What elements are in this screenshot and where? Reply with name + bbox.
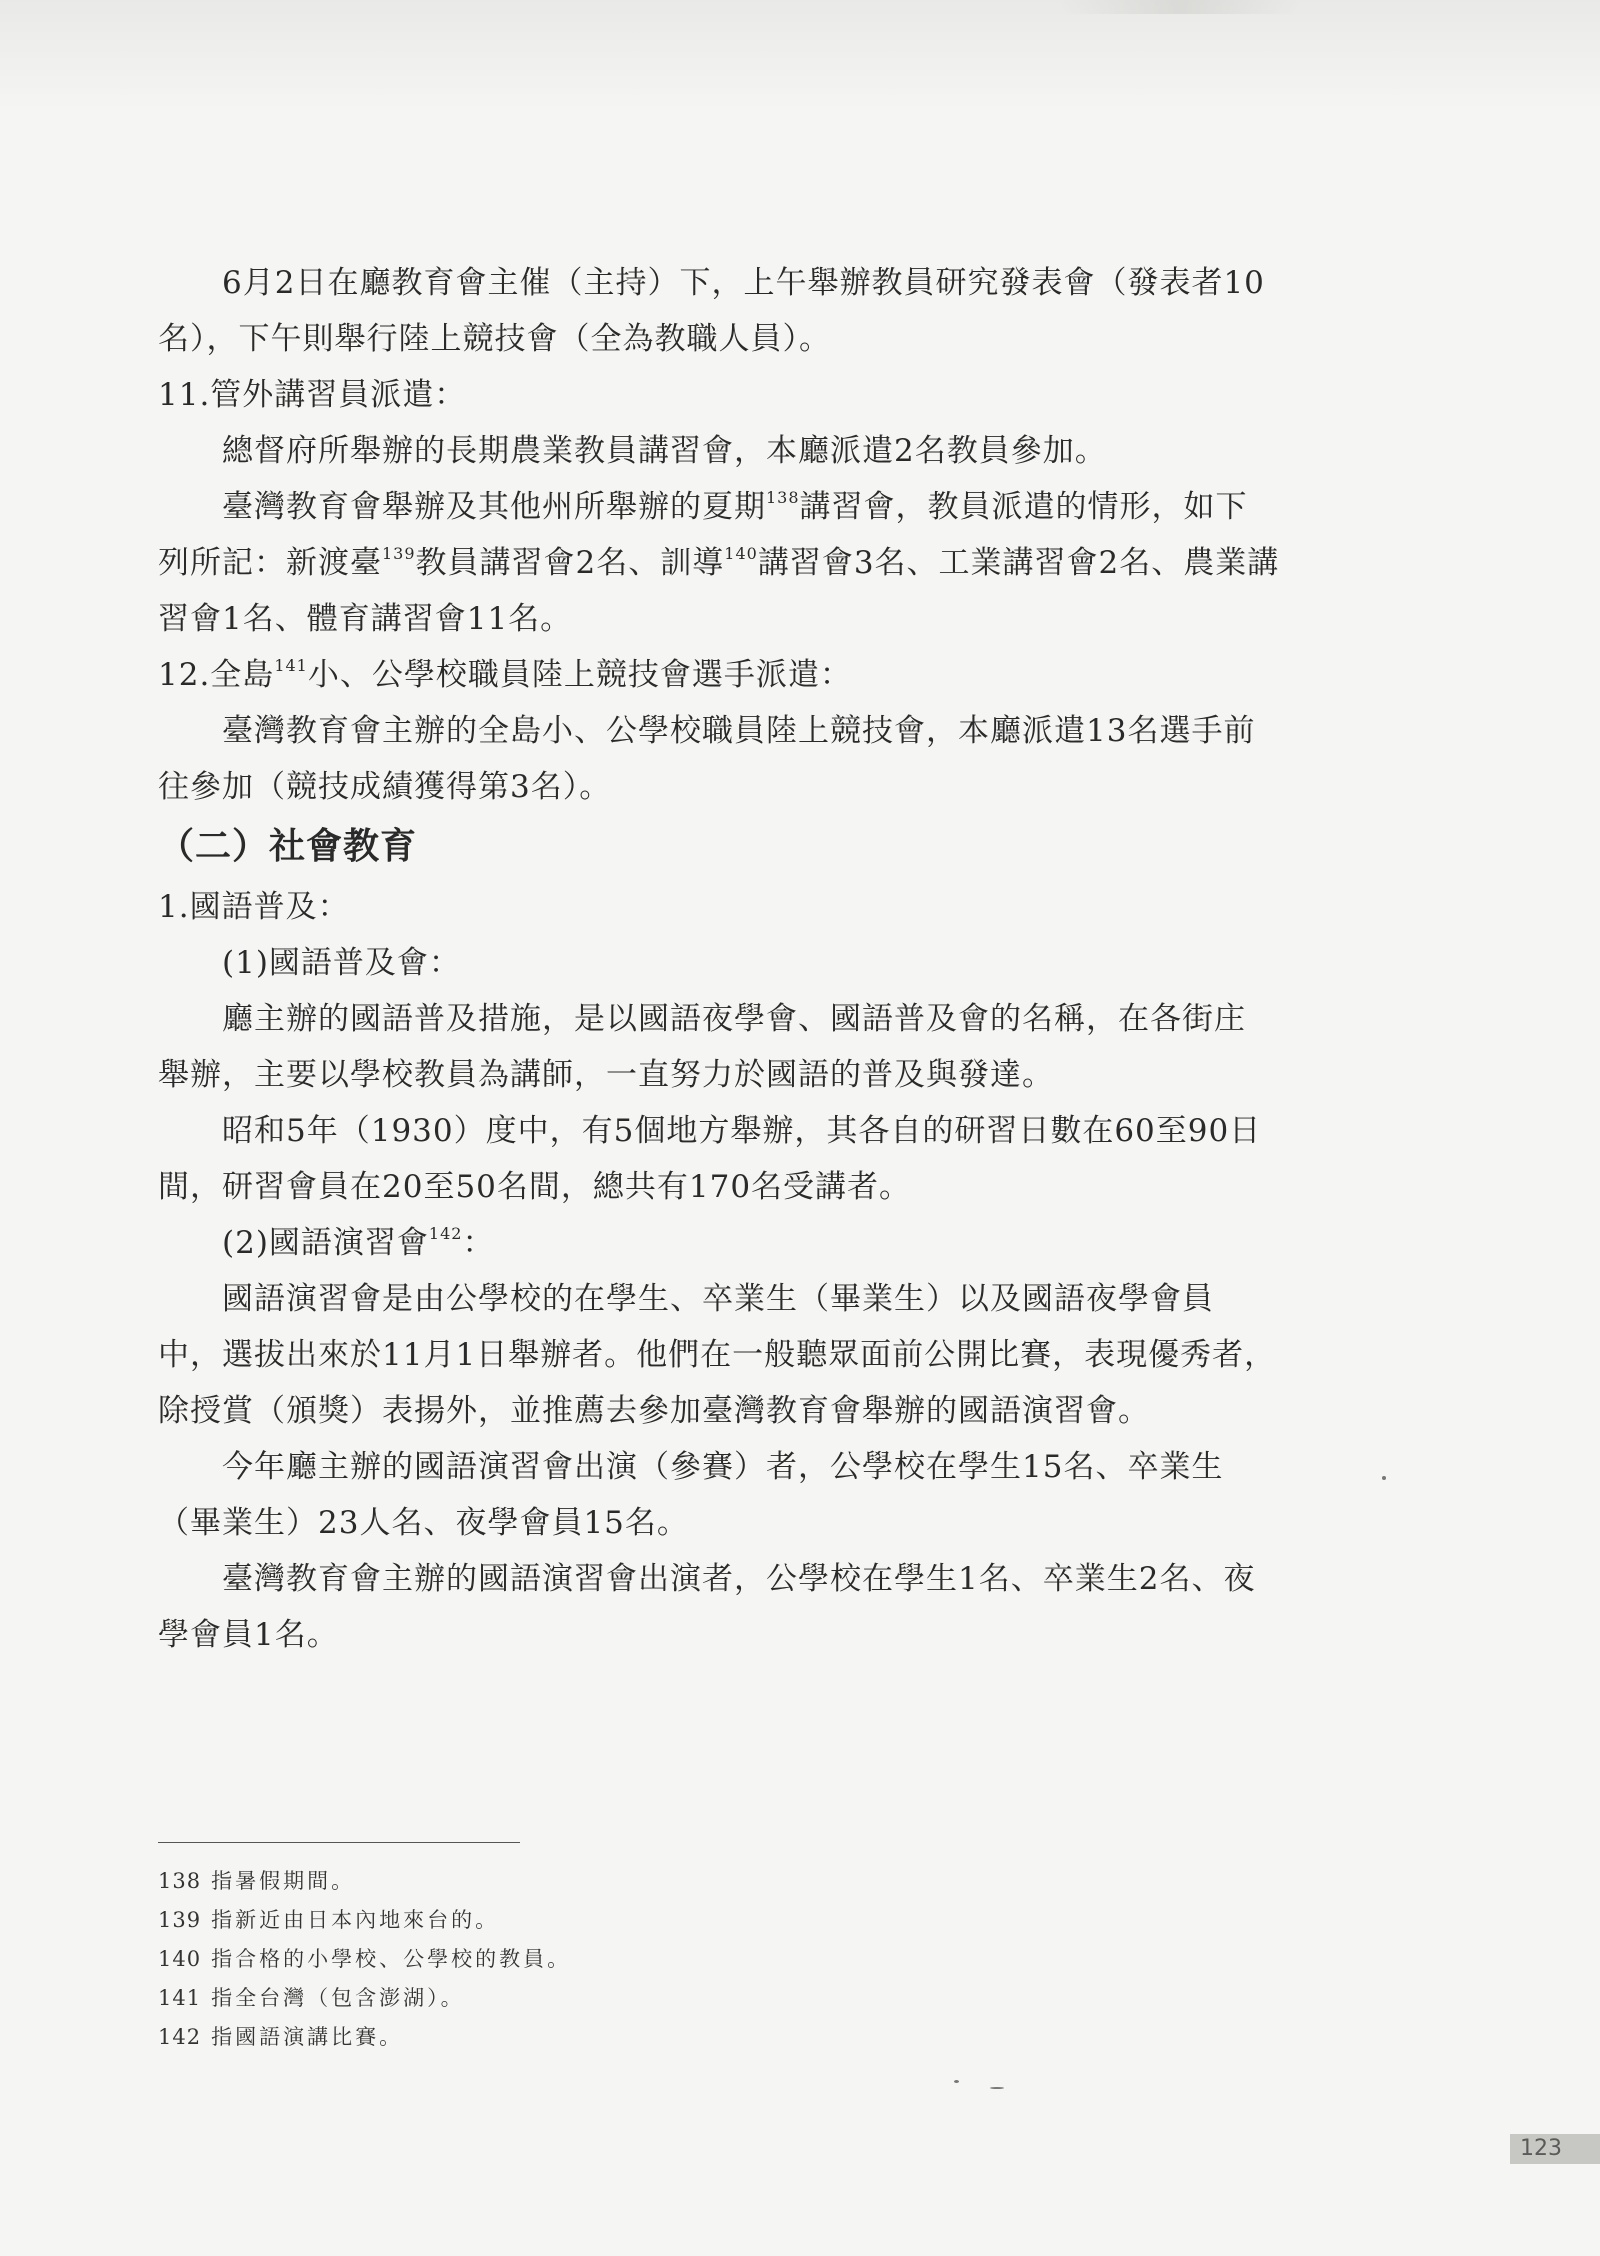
footnote-ref: 139	[382, 544, 416, 563]
footnote	[158, 1862, 1058, 1901]
paragraph: 昭和5年（1930）度中，有5個地方舉辦，其各自的研習日數在60至90日	[222, 1113, 1262, 1149]
paragraph: 往參加（競技成績獲得第3名）。	[158, 769, 612, 805]
page-number: 123	[1510, 2134, 1600, 2164]
footnote	[158, 1940, 1058, 1979]
paragraph	[158, 479, 1348, 535]
paragraph: 間，研習會員在20至50名間，總共有170名受講者。	[158, 1169, 912, 1205]
text: (2)國語演習會	[222, 1225, 429, 1261]
text: 12.全島	[158, 657, 275, 693]
footnote-number: 142	[158, 2025, 202, 2049]
footnote	[158, 1979, 1058, 2018]
footnotes	[158, 1862, 1058, 2057]
scan-speck	[954, 2080, 959, 2083]
text: 小、公學校職員陸上競技會選手派遣：	[307, 657, 852, 693]
paragraph: 總督府所舉辦的長期農業教員講習會，本廳派遣2名教員參加。	[222, 433, 1107, 469]
footnote-ref: 138	[766, 488, 800, 507]
text: 講習會，教員派遣的情形，如下	[799, 489, 1248, 525]
item-title: 1.國語普及：	[158, 889, 350, 925]
paragraph: （畢業生）23人名、夜學會員15名。	[158, 1505, 689, 1541]
footnote-number: 140	[158, 1947, 202, 1971]
sub-item-title: (1)國語普及會：	[222, 945, 461, 981]
paragraph: 6月2日在廳教育會主催（主持）下，上午舉辦教員研究發表會（發表者10	[222, 265, 1265, 301]
footnote-number: 139	[158, 1908, 202, 1932]
paragraph: 廳主辦的國語普及措施，是以國語夜學會、國語普及會的名稱，在各街庄	[222, 1001, 1246, 1037]
footnote	[158, 1901, 1058, 1940]
main-text	[158, 255, 1348, 1663]
paragraph: 中，選拔出來於11月1日舉辦者。他們在一般聽眾面前公開比賽，表現優秀者，	[158, 1337, 1277, 1373]
footnote	[158, 2018, 1058, 2057]
scan-edge-shadow	[1060, 0, 1300, 14]
scan-speck	[1382, 1476, 1386, 1480]
footnote-ref: 140	[724, 544, 758, 563]
paragraph: 國語演習會是由公學校的在學生、卒業生（畢業生）以及國語夜學會員	[222, 1281, 1214, 1317]
item-title	[158, 647, 1348, 703]
footnote-number: 138	[158, 1869, 202, 1893]
text: 講習會3名、工業講習會2名、農業講	[757, 545, 1280, 581]
text: 列所記：新渡臺	[158, 545, 382, 581]
footnote-number: 141	[158, 1986, 202, 2010]
paragraph: 除授賞（頒獎）表揚外，並推薦去參加臺灣教育會舉辦的國語演習會。	[158, 1393, 1150, 1429]
scan-speck	[990, 2087, 1004, 2089]
footnote-text: 指國語演講比賽。	[211, 2025, 404, 2049]
footnote-text: 指暑假期間。	[211, 1869, 356, 1893]
paragraph: 名），下午則舉行陸上競技會（全為教職人員）。	[158, 321, 831, 357]
text: 教員講習會2名、訓導	[415, 545, 725, 581]
footnote-text: 指合格的小學校、公學校的教員。	[211, 1947, 572, 1971]
scan-top-band	[0, 0, 1600, 110]
footnote-divider	[158, 1842, 520, 1843]
paragraph: 今年廳主辦的國語演習會出演（參賽）者，公學校在學生15名、卒業生	[222, 1449, 1224, 1485]
paragraph: 臺灣教育會主辦的全島小、公學校職員陸上競技會，本廳派遣13名選手前	[222, 713, 1256, 749]
section-heading: （二）社會教育	[158, 826, 418, 867]
paragraph: 學會員1名。	[158, 1617, 339, 1653]
footnote-ref: 142	[428, 1224, 463, 1243]
paragraph: 舉辦，主要以學校教員為講師，一直努力於國語的普及與發達。	[158, 1057, 1054, 1093]
text: 臺灣教育會舉辦及其他州所舉辦的夏期	[222, 489, 766, 525]
footnote-text: 指全台灣（包含澎湖）。	[211, 1986, 465, 2010]
item-title: 11.管外講習員派遣：	[158, 377, 467, 413]
sub-item-title	[158, 1215, 1348, 1271]
paragraph: 習會1名、體育講習會11名。	[158, 601, 573, 637]
footnote-ref: 141	[274, 656, 308, 675]
paragraph: 臺灣教育會主辦的國語演習會出演者，公學校在學生1名、卒業生2名、夜	[222, 1561, 1256, 1597]
footnote-text: 指新近由日本內地來台的。	[211, 1908, 500, 1932]
paragraph	[158, 535, 1348, 591]
text: ：	[462, 1225, 495, 1261]
